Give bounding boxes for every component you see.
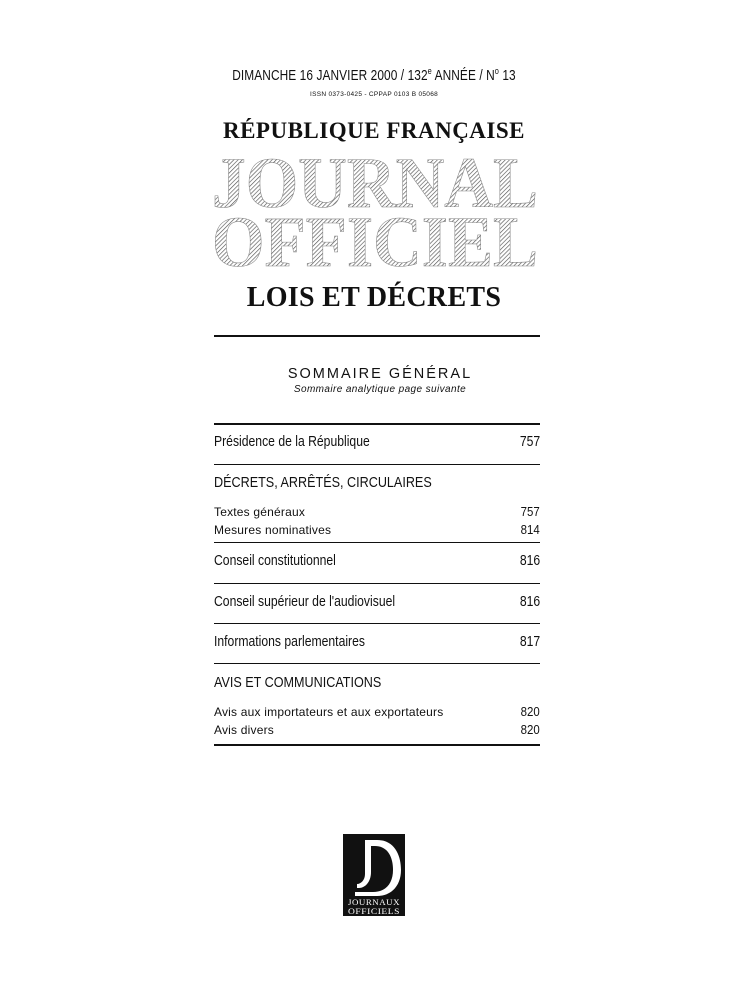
- divider: [214, 542, 540, 543]
- divider: [214, 423, 540, 425]
- toc-entry-presidence[interactable]: [214, 434, 540, 450]
- dateline-rest: ANNÉE / N: [431, 67, 495, 84]
- sommaire-title: SOMMAIRE GÉNÉRAL: [287, 366, 473, 382]
- divider: [214, 744, 540, 746]
- journaux-officiels-logo: [343, 834, 405, 916]
- toc-label: Conseil supérieur de l'audiovisuel: [214, 594, 396, 610]
- toc-label: Mesures nominatives: [214, 523, 332, 537]
- divider: [214, 335, 540, 337]
- toc-label: Informations parlementaires: [214, 634, 365, 650]
- divider: [214, 623, 540, 624]
- toc-page: 757: [520, 504, 540, 519]
- toc-entry-textes-generaux[interactable]: [214, 504, 540, 519]
- masthead-logo: [205, 150, 545, 275]
- divider: [214, 663, 540, 664]
- section-heading-decrets: DÉCRETS, ARRÊTÉS, CIRCULAIRES: [214, 474, 432, 491]
- toc-entry-csa[interactable]: [214, 594, 540, 610]
- toc-label: Avis aux importateurs et aux exportateurs: [214, 705, 444, 719]
- section-heading-avis: AVIS ET COMMUNICATIONS: [214, 674, 382, 691]
- toc-page: 816: [519, 553, 540, 569]
- toc-page: 757: [519, 434, 540, 450]
- lois-et-decrets-title: LOIS ET DÉCRETS: [246, 282, 502, 313]
- toc-label: Conseil constitutionnel: [214, 553, 336, 569]
- logo-line2: OFFICIELS: [348, 906, 400, 916]
- dateline-main: DIMANCHE 16 JANVIER 2000 / 132: [232, 67, 428, 84]
- toc-label: Textes généraux: [214, 505, 306, 519]
- toc-page: 814: [520, 522, 540, 537]
- dateline-sup: e: [427, 66, 432, 76]
- toc-entry-mesures-nominatives[interactable]: [214, 522, 540, 537]
- divider: [214, 464, 540, 465]
- toc-entry-avis-divers[interactable]: [214, 722, 540, 737]
- toc-page: 817: [519, 634, 540, 650]
- divider: [214, 583, 540, 584]
- republic-title: RÉPUBLIQUE FRANÇAISE: [222, 118, 525, 143]
- logo-line1: JOURNAUX: [348, 897, 400, 907]
- toc-label: Présidence de la République: [214, 434, 370, 450]
- toc-page: 820: [520, 722, 540, 737]
- masthead-officiel: OFFICIEL: [212, 202, 538, 275]
- dateline-sup2: o: [494, 66, 499, 76]
- toc-page: 816: [519, 594, 540, 610]
- toc-entry-informations-parlementaires[interactable]: [214, 634, 540, 650]
- toc-page: 820: [520, 704, 540, 719]
- dateline-end: 13: [498, 67, 516, 84]
- sommaire-subtitle: Sommaire analytique page suivante: [293, 384, 467, 395]
- toc-entry-avis-importateurs[interactable]: [214, 704, 540, 719]
- issn-line: ISSN 0373-0425 - CPPAP 0103 B 05068: [309, 91, 439, 98]
- toc-entry-conseil-constitutionnel[interactable]: [214, 553, 540, 569]
- toc-label: Avis divers: [214, 723, 274, 737]
- dateline: [67, 66, 680, 84]
- masthead-journal: JOURNAL: [212, 150, 538, 223]
